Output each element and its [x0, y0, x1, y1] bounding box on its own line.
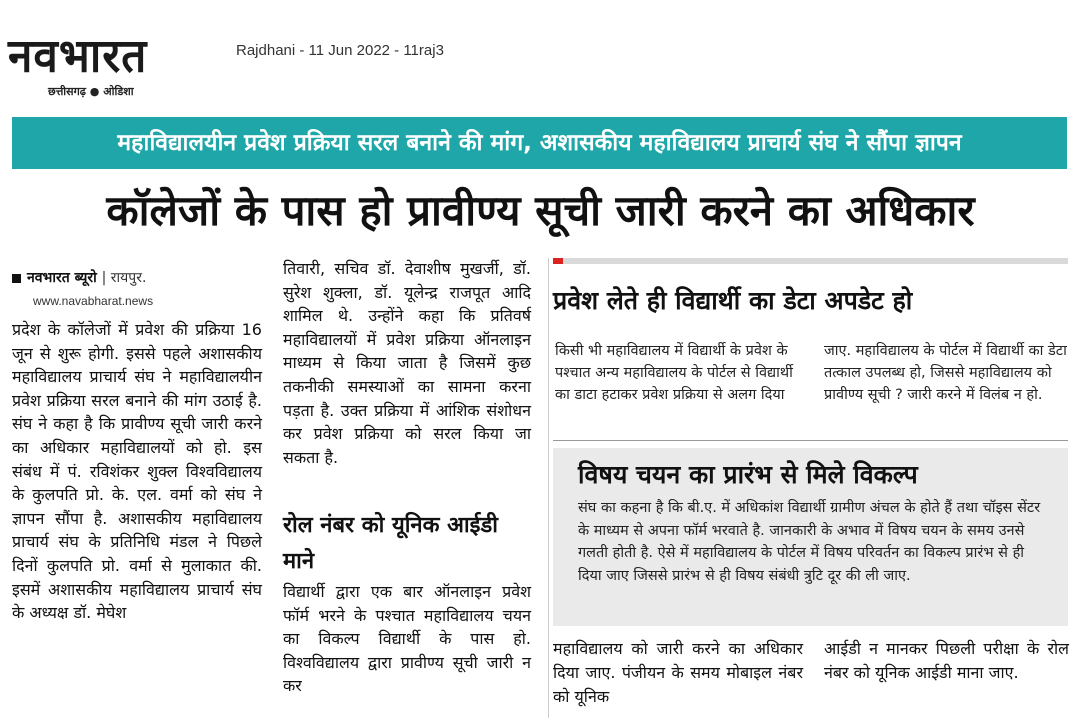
kicker-text: महाविद्यालयीन प्रवेश प्रक्रिया सरल बनाने की मांग, अशासकीय महाविद्यालय प्राचार्य संघ ने सौंपा ज्ञापन — [117, 130, 962, 156]
byline — [12, 268, 262, 287]
section-rule — [553, 258, 1068, 264]
column-2-text-continued: विद्यार्थी द्वारा एक बार ऑनलाइन प्रवेश फॉर्म भरने के पश्चात महाविद्यालय चयन का विकल्प विद्यार्थी के पास हो. विश्वविद्यालय द्वारा प्रावीण्य सूची जारी न कर — [283, 582, 531, 696]
kicker-banner — [12, 117, 1067, 169]
section-divider — [553, 440, 1068, 441]
column-2-text: तिवारी, सचिव डॉ. देवाशीष मुखर्जी, डॉ. सुरेश शुक्ला, डॉ. यूलेन्द्र राजपूत आदि शामिल थे. उन्होंने कहा कि प्रतिवर्ष महाविद्यालयों में प्रवेश प्रक्रिया ऑनलाइन माध्यम से किया जाता है जिसमें कुछ तकनीकी समस्याओं का सामना करना पड़ता है. उक्त प्रक्रिया में आंशिक संशोधन कर प्रवेश प्रक्रिया को सरल किया जा सकता है. — [283, 259, 531, 467]
box2-text: संघ का कहना है कि बी.ए. में अधिकांश विद्यार्थी ग्रामीण अंचल के होते हैं तथा चॉइस सेंटर के माध्यम से अपना फॉर्म भरवाते है. जानकारी के अभाव में विषय चयन के समय उनसे गलती होती है. ऐसे में महाविद्यालय के पोर्टल में विषय परिवर्तन का विकल्प प्रारंभ से ही दिया जाए जिससे प्रारंभ से ही विषय संबंधी त्रुटि दूर की ली जाए. — [578, 500, 1041, 584]
byline-city: | रायपुर. — [101, 270, 147, 286]
column-1-text: प्रदेश के कॉलेजों में प्रवेश की प्रक्रिया 16 जून से शुरू होगी. इससे पहले अशासकीय महाविद्यालय प्राचार्य संघ ने महाविद्यालयीन प्रवेश प्रक्रिया सरल बनाने की मांग उठाई है. संघ ने कहा है कि प्रावीण्य सूची जारी करने का अधिकार महाविद्यालयों को हो. इस संबंध में पं. रविशंकर शुक्ल विश्वविद्यालय के कुलपति प्रो. के. एल. वर्मा को संघ ने ज्ञापन सौंपा है. अशासकीय महाविद्यालय प्राचार्य संघ के प्रतिनिधि मंडल ने पिछले दिनों कुलपति प्रो. वर्मा से मुलाकात की. इसमें अशासकीय महाविद्यालय प्राचार्य संघ के अध्यक्ष डॉ. मेघेश — [12, 320, 262, 623]
box2-title: विषय चयन का प्रारंभ से मिले विकल्प — [578, 460, 918, 489]
logo-subtitle: छत्तीसगढ़ ● ओडिशा — [48, 85, 134, 98]
logo-text: नवभारत — [8, 29, 148, 84]
bottom-left-text: महाविद्यालय को जारी करने का अधिकार दिया जाए. पंजीयन के समय मोबाइल नंबर को यूनिक — [553, 639, 803, 706]
byline-name: नवभारत ब्यूरो — [27, 270, 97, 286]
box1-right-text: जाए. महाविद्यालय के पोर्टल में विद्यार्थी का डेटा तत्काल उपलब्ध हो, जिससे महाविद्यालय को प्रावीण्य सूची ? जारी करने में विलंब न हो. — [824, 343, 1067, 403]
website-link: www.navabharat.news — [33, 294, 154, 308]
edition-info: Rajdhani - 11 Jun 2022 - 11raj3 — [236, 42, 444, 59]
article-column-1 — [12, 318, 262, 625]
column-divider — [548, 258, 549, 718]
newspaper-logo — [8, 29, 220, 98]
bottom-right-text: आईडी न मानकर पिछली परीक्षा के रोल नंबर को यूनिक आईडी माना जाए. — [824, 639, 1069, 682]
bullet-square-icon — [12, 274, 21, 283]
box1-title: प्रवेश लेते ही विद्यार्थी का डेटा अपडेट हो — [553, 286, 913, 315]
section-marker — [553, 258, 563, 264]
article-column-2 — [283, 257, 531, 469]
headline: कॉलेजों के पास हो प्रावीण्य सूची जारी करने का अधिकार — [106, 186, 975, 235]
subheading: रोल नंबर को यूनिक आईडी माने — [283, 513, 498, 574]
box1-left-text: किसी भी महाविद्यालय में विद्यार्थी के प्रवेश के पश्चात अन्य महाविद्यालय के पोर्टल से विद्यार्थी का डाटा हटाकर प्रवेश प्रक्रिया से अलग दिया — [555, 343, 793, 403]
article-column-2-continued — [283, 580, 531, 698]
